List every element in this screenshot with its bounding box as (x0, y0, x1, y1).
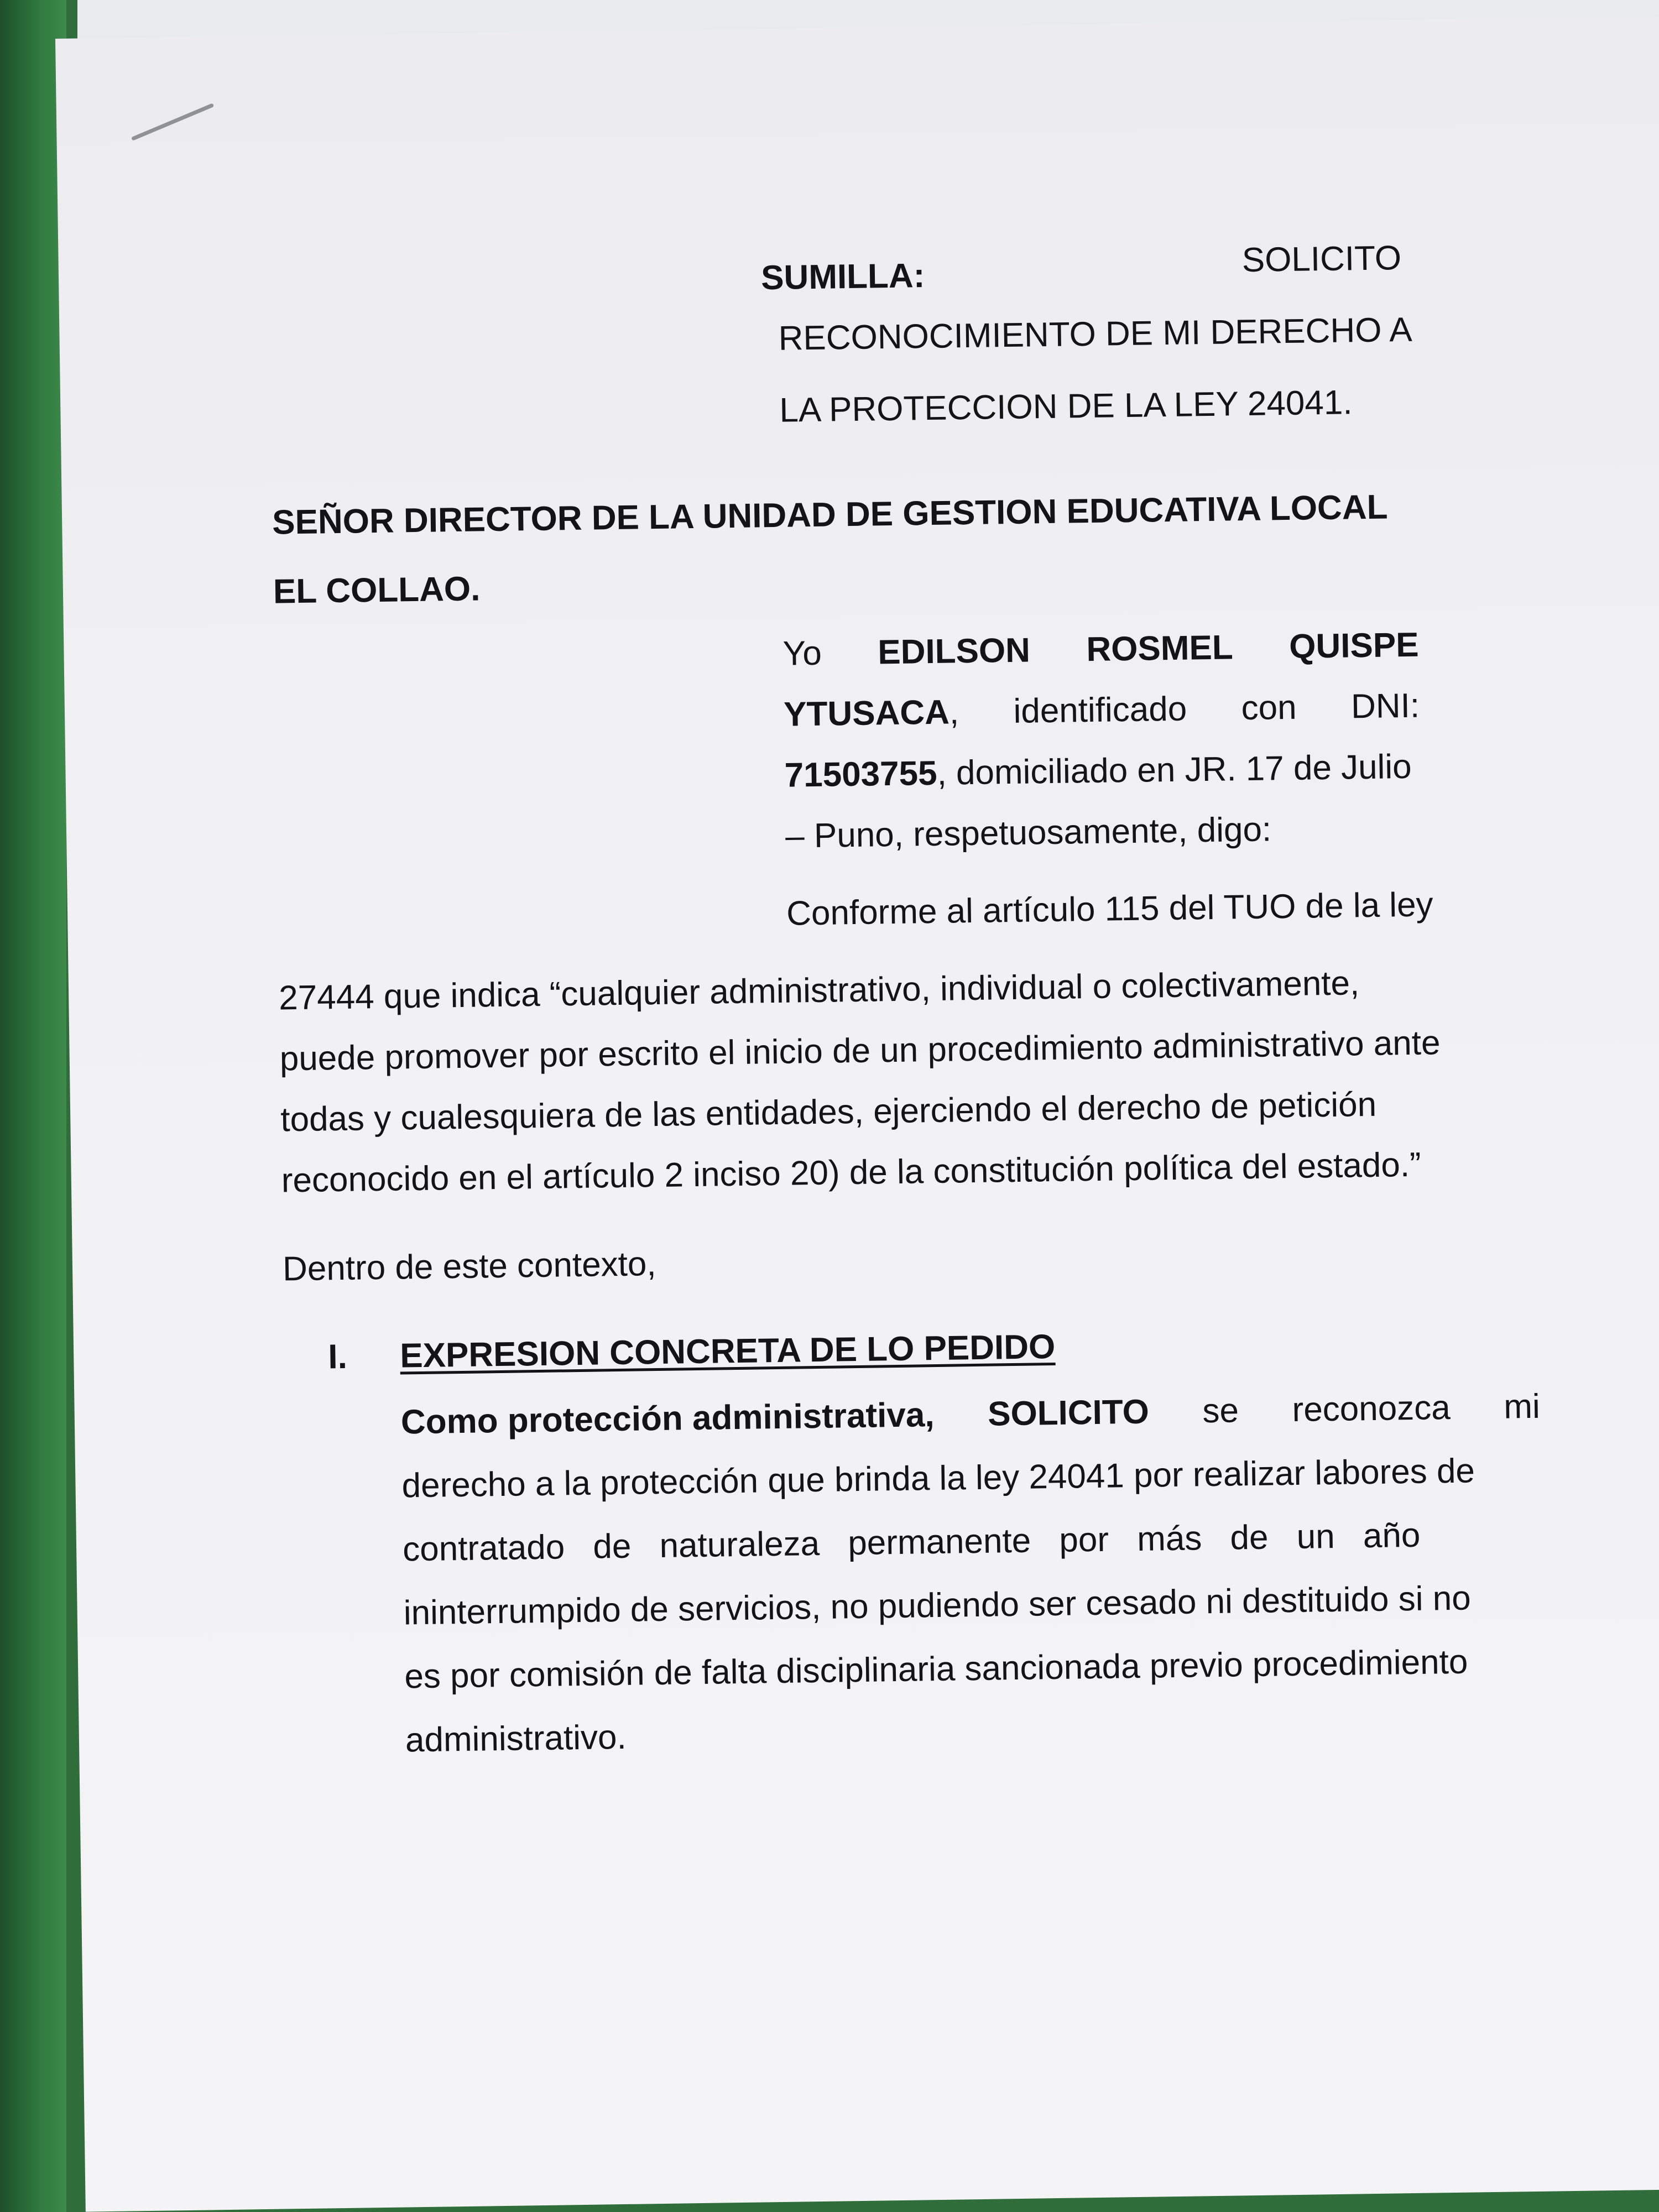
intro-word: DNI: (1350, 686, 1420, 726)
intro-line-2: YTUSACA, identificado con DNI: (783, 686, 1420, 734)
intro-line-4: – Puno, respetuosamente, digo: (785, 810, 1272, 855)
lead-word: se (1202, 1391, 1239, 1431)
addressee-line-2: EL COLLAO. (273, 570, 481, 611)
sumilla-line-1: SOLICITO (1241, 239, 1402, 280)
pen-mark (131, 103, 214, 140)
address-text: , domiciliado en JR. 17 de Julio (937, 747, 1412, 792)
applicant-surname: QUISPE (1288, 625, 1419, 666)
sumilla-line-3: LA PROTECCION DE LA LEY 24041. (779, 383, 1353, 430)
lead-bold-text: Como protección administrativa, (400, 1396, 935, 1442)
intro-word: Yo (782, 634, 822, 673)
intro-word: identificado (1013, 690, 1187, 731)
body-line-1: 27444 que indica “cualquier administrativo, individual o colectivamente, (278, 964, 1360, 1018)
section-line-4: ininterrumpido de servicios, no pudiendo ser cesado ni destituido si no (403, 1579, 1472, 1632)
applicant-first-name: EDILSON (877, 631, 1031, 672)
body-line-3: todas y cualesquiera de las entidades, ejerciendo el derecho de petición (280, 1085, 1377, 1139)
sumilla-line-2: RECONOCIMIENTO DE MI DERECHO A (778, 310, 1413, 358)
intro-word: con (1241, 688, 1297, 728)
body-line-4: reconocido en el artículo 2 inciso 20) de la constitución política del estado.” (281, 1145, 1422, 1200)
lead-bold-solicito: SOLICITO (987, 1392, 1150, 1433)
section-line-2: derecho a la protección que brinda la ley 24041 por realizar labores de (401, 1452, 1475, 1505)
intro-line-5: Conforme al artículo 115 del TUO de la ley (786, 885, 1433, 933)
section-numeral: I. (327, 1337, 348, 1376)
sumilla-label: SUMILLA: (760, 257, 925, 298)
body-line-2: puede promover por escrito el inicio de un procedimiento administrativo ante (279, 1024, 1441, 1078)
section-line-5: es por comisión de falta disciplinaria sancionada previo procedimiento (404, 1642, 1468, 1696)
applicant-second-surname: YTUSACA (783, 693, 950, 734)
addressee-line-1: SEÑOR DIRECTOR DE LA UNIDAD DE GESTION EDUCATIVA LOCAL (272, 488, 1388, 542)
section-heading: EXPRESION CONCRETA DE LO PEDIDO (399, 1327, 1056, 1375)
intro-line-3 (784, 747, 1412, 795)
green-folder-edge (0, 0, 66, 2212)
section-line-6: administrativo. (405, 1718, 627, 1760)
document-page (55, 17, 1659, 2212)
section-line-3: contratado de naturaleza permanente por más de un año (402, 1516, 1421, 1569)
dni-number: 71503755 (784, 754, 938, 795)
applicant-second-name: ROSMEL (1086, 628, 1234, 669)
intro-line-1 (782, 625, 1419, 673)
section-line-1 (400, 1387, 1541, 1442)
lead-word: reconozca (1292, 1389, 1451, 1430)
context-line: Dentro de este contexto, (282, 1245, 657, 1288)
lead-word: mi (1503, 1387, 1541, 1426)
